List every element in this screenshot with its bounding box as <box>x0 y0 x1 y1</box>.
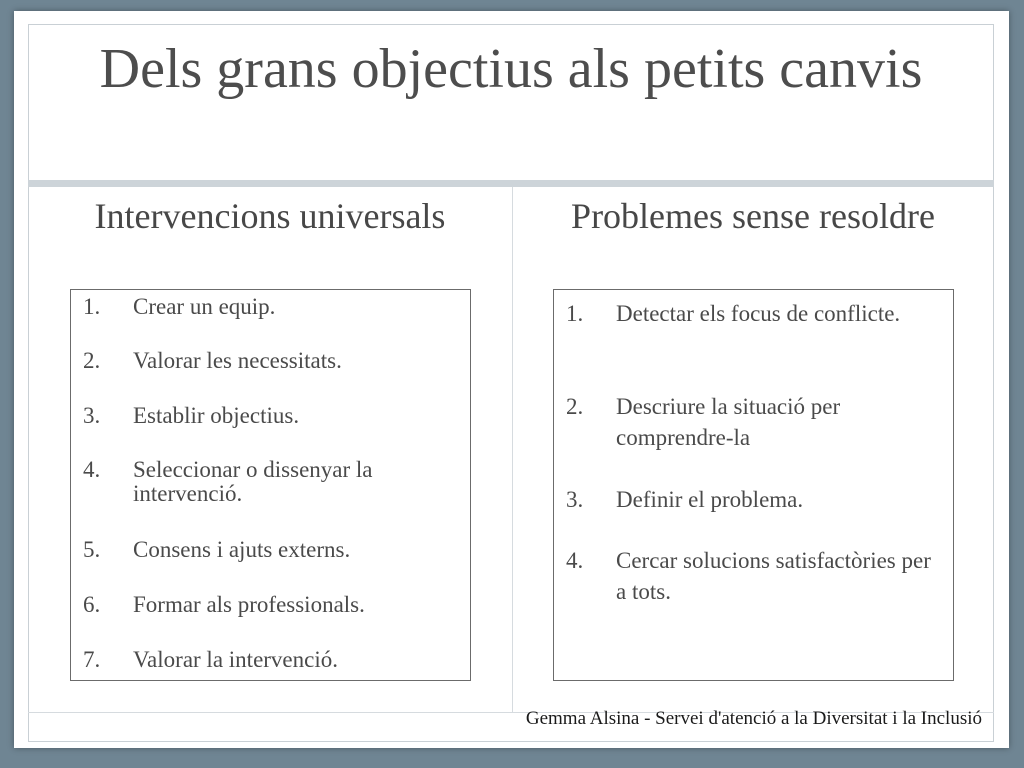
list-item <box>83 458 463 506</box>
list-item-number: 1. <box>83 294 101 319</box>
list-item <box>83 538 463 562</box>
list-item <box>83 404 463 428</box>
list-item-number: 3. <box>83 403 101 428</box>
list-item <box>566 298 946 329</box>
list-item-text: Seleccionar o dissenyar la intervenció. <box>133 457 373 506</box>
list-item-text: Definir el problema. <box>616 487 804 512</box>
left-list-box <box>70 289 471 681</box>
list-item-number: 7. <box>83 647 101 672</box>
list-item <box>566 484 946 515</box>
list-item-number: 1. <box>566 301 584 326</box>
list-item-text: Establir objectius. <box>133 403 300 428</box>
list-item-text: Formar als professionals. <box>133 592 365 617</box>
list-item-number: 4. <box>566 548 584 573</box>
list-item <box>83 593 463 617</box>
list-item-text: Descriure la situació per comprendre-la <box>616 394 841 450</box>
right-list-box <box>553 289 954 681</box>
list-item <box>83 648 463 672</box>
list-item <box>83 349 463 373</box>
list-item-text: Consens i ajuts externs. <box>133 537 351 562</box>
list-item-text: Valorar la intervenció. <box>133 647 338 672</box>
slide-title: Dels grans objectius als petits canvis <box>99 38 923 100</box>
list-item <box>566 391 946 453</box>
list-item-number: 4. <box>83 457 101 482</box>
footer-credit: Gemma Alsina - Servei d'atenció a la Diversitat i la Inclusió <box>525 708 982 729</box>
list-item-number: 5. <box>83 537 101 562</box>
list-item-text: Detectar els focus de conflicte. <box>616 301 901 326</box>
list-item <box>83 295 463 319</box>
column-divider <box>512 187 513 712</box>
list-item-number: 6. <box>83 592 101 617</box>
left-column-heading: Intervencions universals <box>94 196 446 236</box>
list-item-text: Crear un equip. <box>133 294 276 319</box>
list-item-number: 3. <box>566 487 584 512</box>
list-item-number: 2. <box>83 348 101 373</box>
list-item <box>566 545 946 607</box>
right-column-heading: Problemes sense resoldre <box>571 196 935 236</box>
list-item-text: Cercar solucions satisfactòries per a tots. <box>616 548 931 604</box>
list-item-text: Valorar les necessitats. <box>133 348 342 373</box>
list-item-number: 2. <box>566 394 584 419</box>
